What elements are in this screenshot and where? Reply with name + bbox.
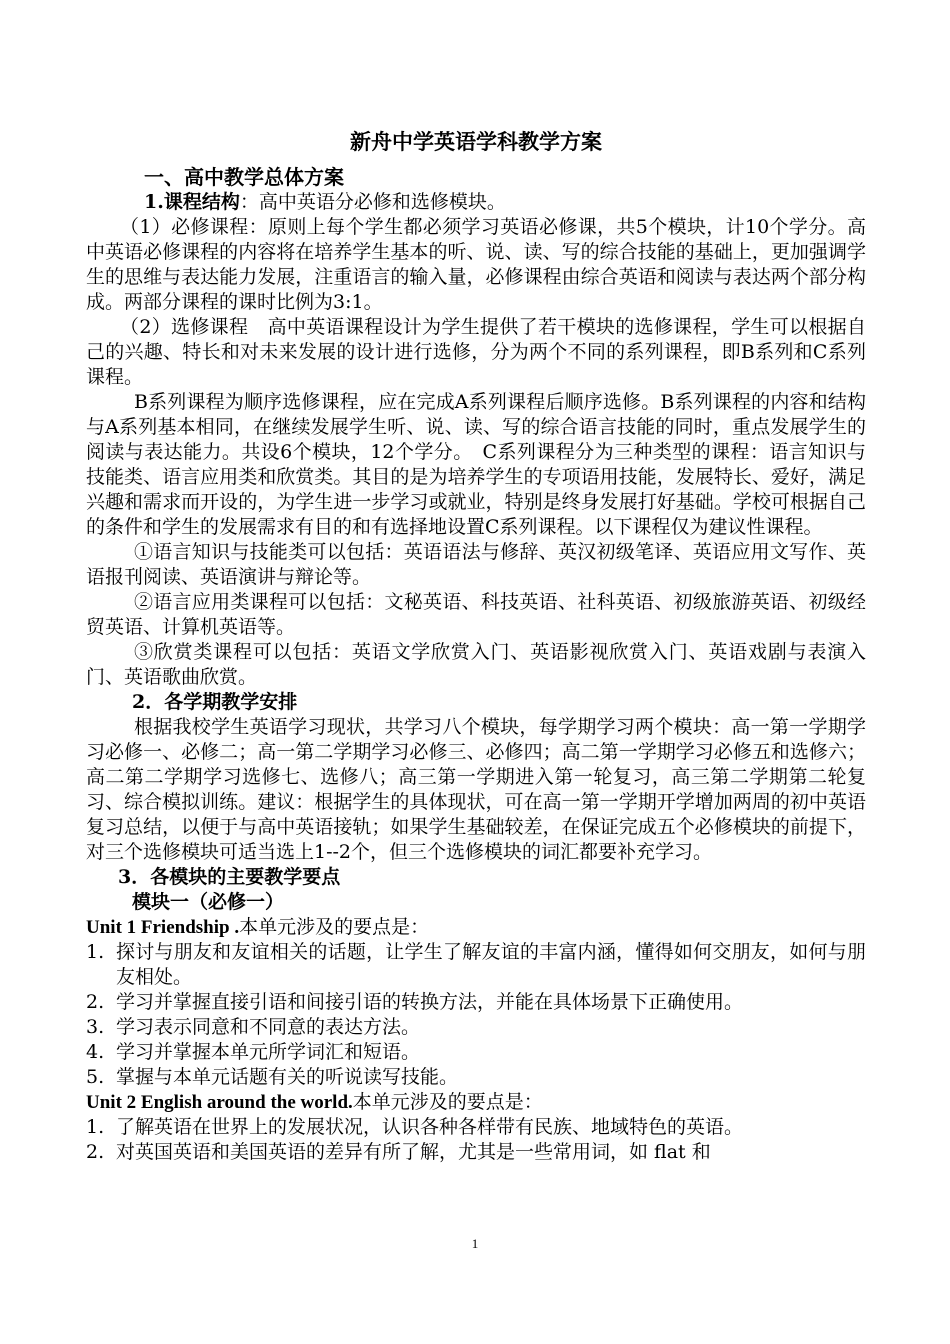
list-text: 探讨与朋友和友谊相关的话题，让学生了解友谊的丰富内涵，懂得如何交朋友，如何与朋友相处。 bbox=[116, 941, 866, 988]
list-number: 5. bbox=[86, 1066, 105, 1088]
document-page bbox=[86, 128, 866, 1165]
page-number: 1 bbox=[471, 1236, 479, 1251]
subsection-course-structure bbox=[86, 190, 866, 215]
list-text: 学习表示同意和不同意的表达方法。 bbox=[116, 1016, 421, 1038]
list-number: 1. bbox=[86, 941, 105, 963]
unit1-title: Unit 1 Friendship . bbox=[86, 917, 240, 938]
paragraph-semester-plan: 根据我校学生英语学习现状，共学习八个模块，每学期学习两个模块：高一第一学期学习必修一、必修二；高一第二学期学习必修三、必修四；高二第一学期学习必修五和选修六；高二第二学期学习选修七、选修八；高三第一学期进入第一轮复习，高三第二学期第二轮复习、综合模拟训练。建议：根据学生的具体现状，可在高一第一学期开学增加两周的初中英语复习总结，以便于与高中英语接轨；如果学生基础较差，在保证完成五个必修模块的前提下，对三个选修模块可适当选上1--2个，但三个选修模块的词汇都要补充学习。 bbox=[86, 716, 866, 863]
subsection-text: ：高中英语分必修和选修模块。 bbox=[239, 191, 506, 213]
unit1-heading bbox=[86, 915, 866, 940]
subsection-module-points: 3．各模块的主要教学要点 bbox=[118, 866, 341, 888]
document-title: 新舟中学英语学科教学方案 bbox=[350, 129, 602, 154]
list-number: 4. bbox=[86, 1041, 105, 1063]
list-number: 3. bbox=[86, 1016, 105, 1038]
list-item bbox=[86, 1115, 866, 1140]
module-heading: 模块一（必修一） bbox=[132, 891, 285, 913]
list-item bbox=[86, 990, 866, 1015]
unit2-list bbox=[86, 1115, 866, 1165]
list-item bbox=[86, 1040, 866, 1065]
paragraph-elective-courses: （2）选修课程 高中英语课程设计为学生提供了若干模块的选修课程，学生可以根据自己的兴趣、特长和对未来发展的设计进行选修，分为两个不同的系列课程，即B系列和C系列课程。 bbox=[86, 316, 866, 388]
paragraph-language-application: ②语言应用类课程可以包括：文秘英语、科技英语、社科英语、初级旅游英语、初级经贸英语、计算机英语等。 bbox=[86, 591, 866, 638]
list-number: 1. bbox=[86, 1116, 105, 1138]
list-item bbox=[86, 1015, 866, 1040]
list-item bbox=[86, 1140, 866, 1165]
section-heading-1: 一、高中教学总体方案 bbox=[144, 165, 344, 189]
list-text: 学习并掌握直接引语和间接引语的转换方法，并能在具体场景下正确使用。 bbox=[116, 991, 744, 1013]
list-text: 掌握与本单元话题有关的听说读写技能。 bbox=[116, 1066, 459, 1088]
unit2-suffix: 本单元涉及的要点是： bbox=[352, 1091, 543, 1113]
subsection-label: 1.课程结构 bbox=[144, 191, 240, 213]
paragraph-language-skills: ①语言知识与技能类可以包括：英语语法与修辞、英汉初级笔译、英语应用文写作、英语报刊阅读、英语演讲与辩论等。 bbox=[86, 541, 866, 588]
list-number: 2. bbox=[86, 991, 105, 1013]
paragraph-appreciation: ③欣赏类课程可以包括：英语文学欣赏入门、英语影视欣赏入门、英语戏剧与表演入门、英语歌曲欣赏。 bbox=[86, 641, 866, 688]
list-number: 2. bbox=[86, 1141, 105, 1163]
list-text: 对英国英语和美国英语的差异有所了解，尤其是一些常用词，如 flat 和 bbox=[116, 1141, 711, 1163]
list-item bbox=[86, 1065, 866, 1090]
paragraph-b-c-series: B系列课程为顺序选修课程，应在完成A系列课程后顺序选修。B系列课程的内容和结构与A系列基本相同，在继续发展学生听、说、读、写的综合语言技能的同时，重点发展学生的阅读与表达能力。共设6个模块，12个学分。 C系列课程分为三种类型的课程：语言知识与技能类、语言应用类和欣赏类。其目的是为培养学生的专项语用技能，发展特长、爱好，满足兴趣和需求而开设的，为学生进一步学习或就业，特别是终身发展打好基础。学校可根据自己的条件和学生的发展需求有目的和有选择地设置C系列课程。以下课程仅为建议性课程。 bbox=[86, 391, 866, 538]
paragraph-required-courses: （1）必修课程：原则上每个学生都必须学习英语必修课，共5个模块，计10个学分。高中英语必修课程的内容将在培养学生基本的听、说、读、写的综合技能的基础上，更加强调学生的思维与表达能力发展，注重语言的输入量，必修课程由综合英语和阅读与表达两个部分构成。两部分课程的课时比例为3:1。 bbox=[86, 216, 866, 313]
unit2-title: Unit 2 English around the world. bbox=[86, 1092, 353, 1113]
unit2-heading bbox=[86, 1090, 866, 1115]
subsection-semester-arrangement: 2．各学期教学安排 bbox=[132, 691, 298, 713]
list-text: 了解英语在世界上的发展状况，认识各种各样带有民族、地域特色的英语。 bbox=[116, 1116, 744, 1138]
list-item bbox=[86, 940, 866, 990]
unit1-suffix: 本单元涉及的要点是： bbox=[239, 916, 430, 938]
unit1-list bbox=[86, 940, 866, 1090]
list-text: 学习并掌握本单元所学词汇和短语。 bbox=[116, 1041, 421, 1063]
